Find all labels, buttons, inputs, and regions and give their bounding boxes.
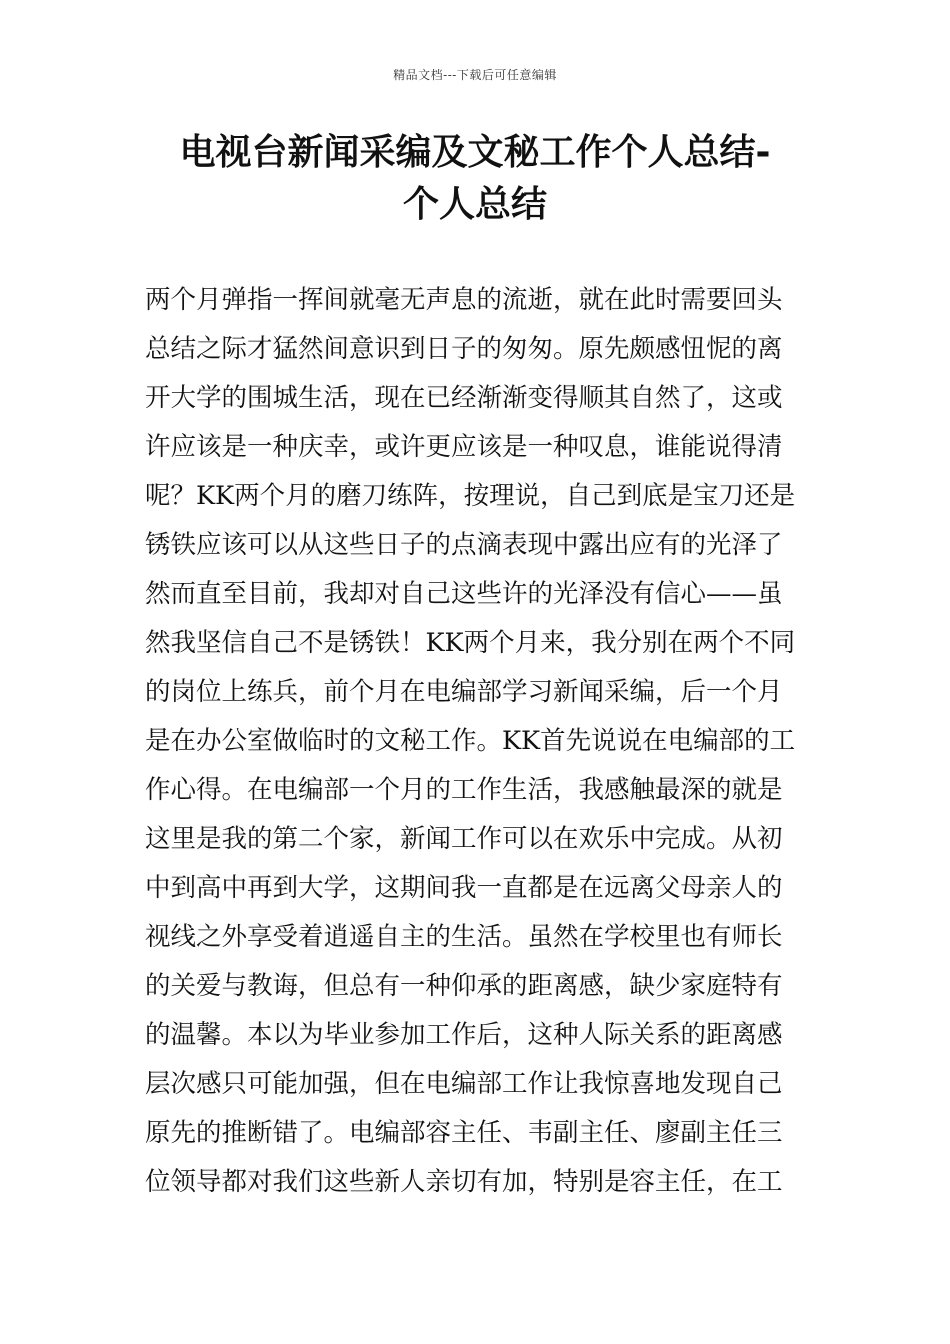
document-body [145, 276, 825, 1207]
body-line: 然而直至目前，我却对自己这些许的光泽没有信心——虽 [145, 579, 783, 609]
body-line: 呢？KK两个月的磨刀练阵，按理说，自己到底是宝刀还是 [145, 481, 796, 511]
body-line: 位领导都对我们这些新人亲切有加，特别是容主任，在工 [145, 1167, 783, 1197]
document-title-line-2: 个人总结 [402, 184, 547, 225]
body-line: 总结之际才猛然间意识到日子的匆匆。原先颇感忸怩的离 [145, 334, 783, 364]
body-line: 作心得。在电编部一个月的工作生活，我感触最深的就是 [145, 775, 783, 805]
body-line: 两个月弹指一挥间就毫无声息的流逝，就在此时需要回头 [145, 285, 783, 315]
body-line: 然我坚信自己不是锈铁！KK两个月来，我分别在两个不同 [145, 628, 796, 658]
body-line: 的关爱与教诲，但总有一种仰承的距离感，缺少家庭特有 [145, 971, 783, 1001]
body-line: 的温馨。本以为毕业参加工作后，这种人际关系的距离感 [145, 1020, 783, 1050]
body-line: 是在办公室做临时的文秘工作。KK首先说说在电编部的工 [145, 726, 796, 756]
body-line: 这里是我的第二个家，新闻工作可以在欢乐中完成。从初 [145, 824, 783, 854]
body-line: 许应该是一种庆幸，或许更应该是一种叹息，谁能说得清 [145, 432, 783, 462]
body-line: 开大学的围城生活，现在已经渐渐变得顺其自然了，这或 [145, 383, 783, 413]
page-header-note: 精品文档---下载后可任意编辑 [393, 68, 557, 82]
body-line: 锈铁应该可以从这些日子的点滴表现中露出应有的光泽了 [145, 530, 783, 560]
body-line: 层次感只可能加强，但在电编部工作让我惊喜地发现自己 [145, 1069, 783, 1099]
document-title-line-1: 电视台新闻采编及文秘工作个人总结- [179, 132, 771, 173]
body-line: 的岗位上练兵，前个月在电编部学习新闻采编，后一个月 [145, 677, 783, 707]
body-line: 视线之外享受着逍遥自主的生活。虽然在学校里也有师长 [145, 922, 783, 952]
document-title [120, 127, 830, 231]
body-line: 中到高中再到大学，这期间我一直都是在远离父母亲人的 [145, 873, 783, 903]
body-line: 原先的推断错了。电编部容主任、韦副主任、廖副主任三 [145, 1118, 783, 1148]
